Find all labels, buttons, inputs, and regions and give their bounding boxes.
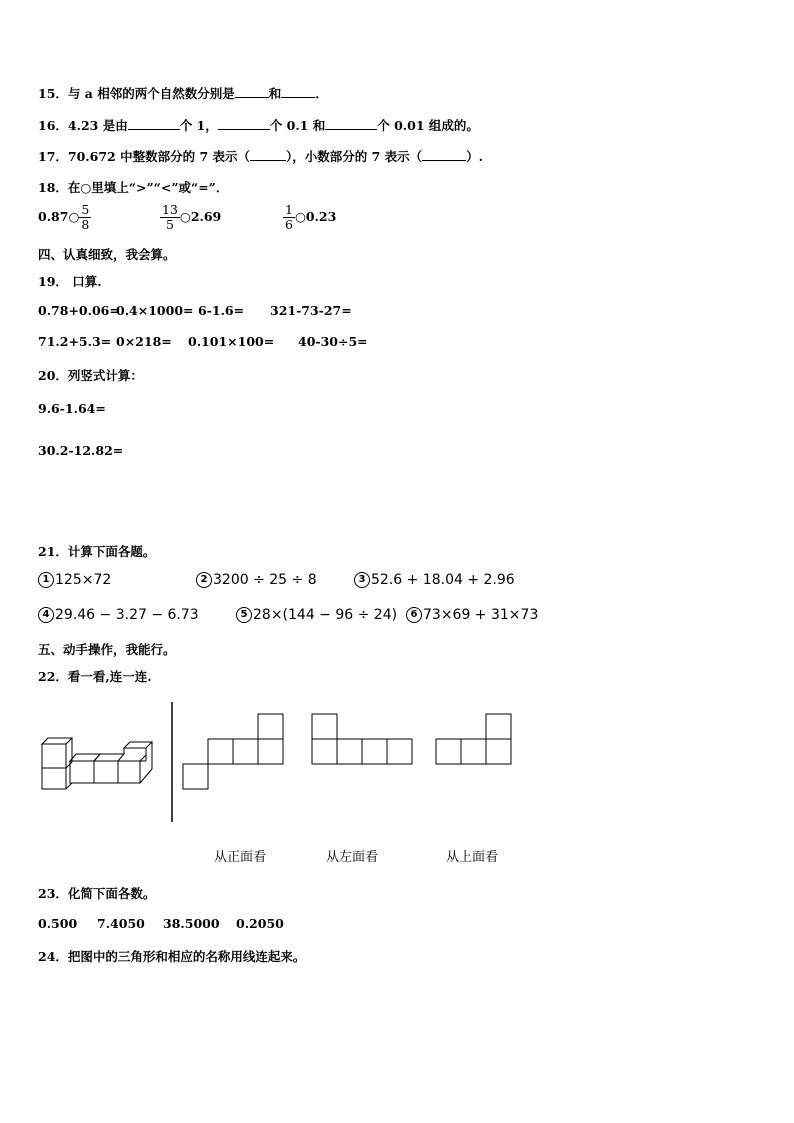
compare-right: ○2.69 — [179, 209, 222, 224]
circled-number: 2 — [196, 572, 212, 588]
answer-blank[interactable] — [281, 87, 315, 98]
circled-number: 1 — [38, 572, 54, 588]
oral-calc: 71.2+5.3= — [38, 334, 112, 349]
answer-blank[interactable] — [218, 119, 270, 130]
oral-calc: 40-30÷5= — [298, 334, 368, 349]
decimal-number: 0.2050 — [236, 916, 284, 931]
vertical-calc-1: 9.6-1.64= — [38, 401, 106, 416]
circled-number: 6 — [406, 607, 422, 623]
view-label-left[interactable]: 从左面看 — [326, 850, 379, 865]
compare-left: 0.87○ — [38, 209, 80, 224]
decimal-number: 0.500 — [38, 916, 78, 931]
calc-item-4 — [38, 607, 199, 623]
q16-text: 个 0.1 和 — [269, 118, 326, 133]
decimal-number: 38.5000 — [163, 916, 220, 931]
oral-calc: 0.4×1000= — [116, 303, 194, 318]
question-21-title: 21．计算下面各题。 — [38, 544, 156, 559]
fraction-numerator: 1 — [285, 202, 293, 217]
expression: 3200 ÷ 25 ÷ 8 — [213, 572, 317, 588]
expression: 52.6 + 18.04 + 2.96 — [371, 572, 515, 588]
answer-blank[interactable] — [325, 119, 377, 130]
q16-text: 个 0.01 组成的。 — [377, 118, 479, 133]
cube-solid-figure — [40, 735, 155, 793]
fraction-denominator: 8 — [81, 217, 90, 232]
question-22-title: 22．看一看,连一连. — [38, 669, 152, 684]
q15-text: 15．与 a 相邻的两个自然数分别是 — [38, 86, 235, 101]
view-label-top[interactable]: 从上面看 — [446, 850, 499, 865]
answer-blank[interactable] — [128, 119, 180, 130]
calc-item-5 — [236, 607, 397, 623]
question-16 — [38, 116, 479, 134]
section-5-heading: 五、动手操作，我能行。 — [38, 642, 176, 657]
view-label-front[interactable]: 从正面看 — [214, 850, 267, 865]
view-figure-1[interactable] — [182, 713, 286, 791]
circled-number: 3 — [354, 572, 370, 588]
view-figure-2[interactable] — [311, 713, 415, 767]
expression: 73×69 + 31×73 — [423, 607, 539, 623]
compare-right: ○0.23 — [294, 209, 337, 224]
calc-item-1 — [38, 572, 111, 588]
decimal-number: 7.4050 — [97, 916, 145, 931]
q16-text: 16．4.23 是由 — [38, 118, 128, 133]
oral-calc: 0.101×100= — [188, 334, 275, 349]
answer-blank[interactable] — [422, 150, 466, 161]
question-17 — [38, 147, 483, 165]
vertical-calc-2: 30.2-12.82= — [38, 443, 124, 458]
q16-text: 个 1， — [179, 118, 218, 133]
fraction — [79, 203, 91, 232]
q17-text: 17．70.672 中整数部分的 7 表示（ — [38, 149, 250, 164]
fraction-denominator: 5 — [165, 217, 174, 232]
calc-item-6 — [406, 607, 538, 623]
compare-item-2[interactable] — [160, 203, 221, 232]
fraction — [283, 203, 295, 232]
vertical-divider — [170, 702, 174, 822]
oral-calc: 321-73-27= — [270, 303, 352, 318]
calc-item-3 — [354, 572, 515, 588]
q17-text: ），小数部分的 7 表示（ — [286, 149, 423, 164]
circled-number: 4 — [38, 607, 54, 623]
answer-blank[interactable] — [250, 150, 286, 161]
fraction-denominator: 6 — [285, 217, 293, 232]
oral-calc: 6-1.6= — [198, 303, 245, 318]
expression: 125×72 — [55, 572, 112, 588]
fraction-numerator: 13 — [162, 202, 178, 217]
answer-blank[interactable] — [235, 87, 269, 98]
compare-item-1[interactable] — [38, 203, 91, 232]
oral-calc: 0.78+0.06= — [38, 303, 120, 318]
fraction-numerator: 5 — [81, 202, 90, 217]
question-23-title: 23．化简下面各数。 — [38, 886, 156, 901]
fraction — [160, 203, 180, 232]
question-20-title: 20．列竖式计算： — [38, 368, 143, 383]
view-figure-3[interactable] — [435, 713, 515, 767]
q15-end: ． — [315, 86, 328, 101]
question-19-title: 19． 口算. — [38, 274, 102, 289]
q17-text: ）. — [466, 149, 484, 164]
q15-and: 和 — [268, 86, 282, 101]
oral-calc: 0×218= — [116, 334, 172, 349]
expression: 29.46 − 3.27 − 6.73 — [55, 607, 199, 623]
question-15 — [38, 84, 328, 102]
expression: 28×(144 − 96 ÷ 24) — [253, 607, 398, 623]
compare-item-3[interactable] — [283, 203, 336, 232]
calc-item-2 — [196, 572, 317, 588]
question-18-title: 18．在○里填上“>”“<”或“=”． — [38, 180, 229, 195]
section-4-heading: 四、认真细致，我会算。 — [38, 247, 176, 262]
circled-number: 5 — [236, 607, 252, 623]
question-24-title: 24．把图中的三角形和相应的名称用线连起来。 — [38, 949, 306, 964]
